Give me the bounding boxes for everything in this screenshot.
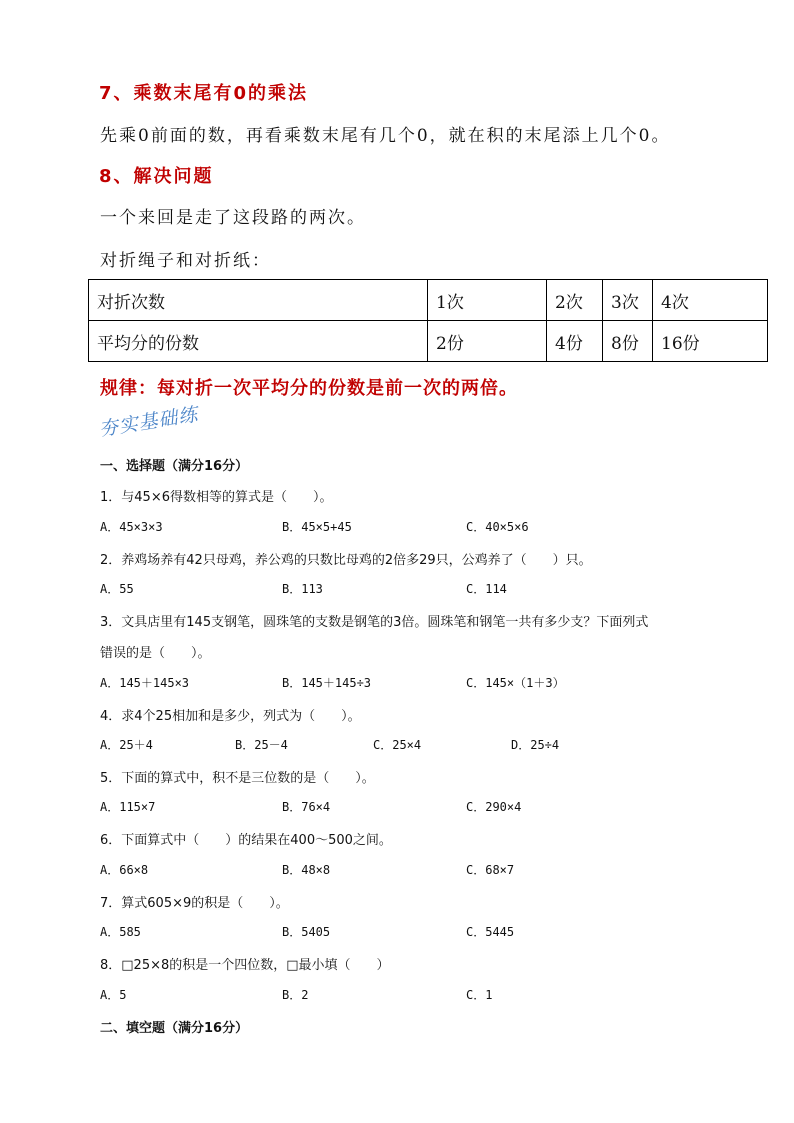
option: C．25×4	[373, 738, 422, 752]
option: A．25＋4	[100, 738, 153, 752]
section-banner: 夯实基础练	[97, 403, 200, 441]
question-1: 1．与45×6得数相等的算式是（ ）。	[100, 490, 333, 505]
question-3-line-2: 错误的是（ ）。	[100, 646, 211, 661]
question-8: 8．□25×8的积是一个四位数，□最小填（ ）	[100, 958, 390, 973]
table-cell: 1次	[428, 280, 547, 321]
section8-text-1: 一个来回是走了这段路的两次。	[100, 208, 366, 228]
option: C．5445	[466, 925, 515, 939]
table-row	[89, 280, 768, 321]
option: C．40×5×6	[466, 520, 529, 534]
question-2: 2．养鸡场养有42只母鸡，养公鸡的只数比母鸡的2倍多29只，公鸡养了（ ）只。	[100, 553, 592, 568]
option: C．145×（1＋3）	[466, 676, 565, 690]
option: A．45×3×3	[100, 520, 163, 534]
table-cell: 2次	[547, 280, 603, 321]
section8-title: 8、解决问题	[99, 166, 214, 187]
table-cell: 2份	[428, 321, 547, 362]
option: B．25－4	[235, 738, 288, 752]
section8-text-2: 对折绳子和对折纸：	[100, 251, 271, 271]
option: A．585	[100, 925, 141, 939]
table-cell: 4次	[653, 280, 768, 321]
option: A．55	[100, 582, 134, 596]
question-5: 5．下面的算式中，积不是三位数的是（ ）。	[100, 771, 375, 786]
option: C．68×7	[466, 863, 515, 877]
rule-text: 规律：每对折一次平均分的份数是前一次的两倍。	[100, 378, 518, 399]
part1-title: 一、选择题（满分16分）	[100, 459, 249, 474]
section7-title: 7、乘数末尾有0的乘法	[99, 83, 309, 104]
table-cell: 平均分的份数	[89, 321, 428, 362]
option: C．114	[466, 582, 507, 596]
option: A．115×7	[100, 800, 156, 814]
option: B．76×4	[282, 800, 331, 814]
option: B．2	[282, 988, 309, 1002]
option: A．5	[100, 988, 127, 1002]
question-3: 3．文具店里有145支钢笔，圆珠笔的支数是钢笔的3倍。圆珠笔和钢笔一共有多少支？下面列式	[100, 615, 649, 630]
question-6: 6．下面算式中（ ）的结果在400～500之间。	[100, 833, 392, 848]
table-cell: 对折次数	[89, 280, 428, 321]
option: A．145＋145×3	[100, 676, 190, 690]
question-7: 7．算式605×9的积是（ ）。	[100, 896, 289, 911]
fold-table	[88, 279, 768, 362]
question-4: 4．求4个25相加和是多少，列式为（ ）。	[100, 709, 361, 724]
option: B．45×5+45	[282, 520, 352, 534]
option: B．5405	[282, 925, 331, 939]
table-cell: 3次	[603, 280, 653, 321]
option: B．145＋145÷3	[282, 676, 372, 690]
option: B．48×8	[282, 863, 331, 877]
part2-title: 二、填空题（满分16分）	[100, 1021, 249, 1036]
section7-text: 先乘0前面的数，再看乘数末尾有几个0，就在积的末尾添上几个0。	[100, 126, 671, 146]
table-cell: 4份	[547, 321, 603, 362]
table-cell: 8份	[603, 321, 653, 362]
table-cell: 16份	[653, 321, 768, 362]
option: D．25÷4	[511, 738, 560, 752]
option: C．290×4	[466, 800, 522, 814]
option: A．66×8	[100, 863, 149, 877]
option: B．113	[282, 582, 323, 596]
table-row	[89, 321, 768, 362]
option: C．1	[466, 988, 493, 1002]
